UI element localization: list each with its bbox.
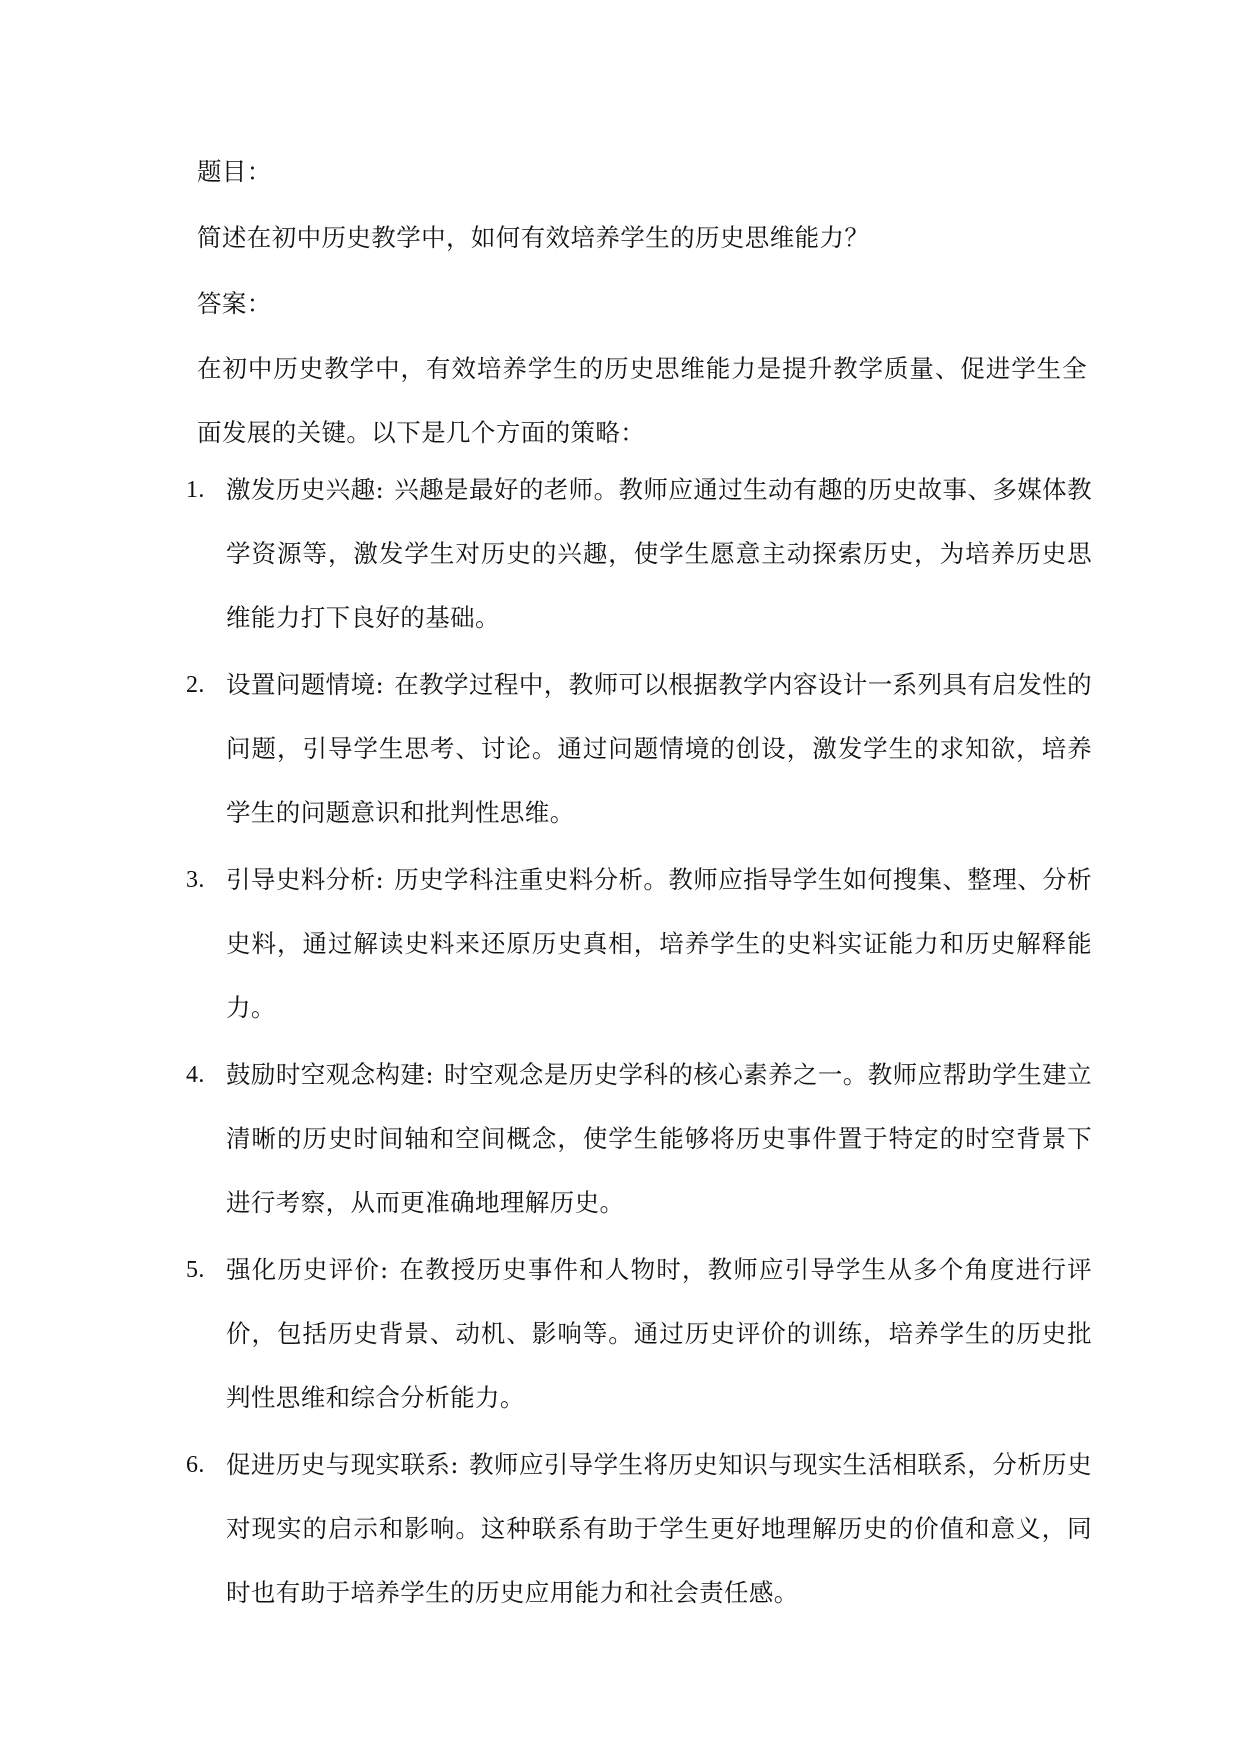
list-item-number: 3. [186,867,205,893]
list-item-number: 2. [186,672,205,698]
list-item-text: 在教学过程中，教师可以根据教学内容设计一系列具有启发性的问题，引导学生思考、讨论。通过问题情境的创设，激发学生的求知欲，培养学生的问题意识和批判性思维。 [226,670,1092,827]
list-item [186,1238,1092,1430]
list-item-title: 促进历史与现实联系: [226,1450,459,1479]
list-item-title: 引导史料分析: [226,865,385,894]
answer-intro: 在初中历史教学中，有效培养学生的历史思维能力是提升教学质量、促进学生全面发展的关键。以下是几个方面的策略： [197,354,1087,447]
list-item-text: 兴趣是最好的老师。教师应通过生动有趣的历史故事、多媒体教学资源等，激发学生对历史的兴趣，使学生愿意主动探索历史，为培养历史思维能力打下良好的基础。 [226,475,1092,632]
answer-label: 答案： [197,289,272,318]
list-item-number: 1. [186,477,205,503]
list-item-number: 4. [186,1062,205,1088]
list-item-text: 在教授历史事件和人物时，教师应引导学生从多个角度进行评价，包括历史背景、动机、影响等。通过历史评价的训练，培养学生的历史批判性思维和综合分析能力。 [226,1255,1092,1412]
list-item-text: 历史学科注重史料分析。教师应指导学生如何搜集、整理、分析史料，通过解读史料来还原历史真相，培养学生的史料实证能力和历史解释能力。 [226,865,1092,1022]
list-item-title: 强化历史评价: [226,1255,389,1284]
list-item [186,458,1092,650]
list-item-number: 5. [186,1257,205,1283]
list-item [186,1043,1092,1235]
document-header [197,139,1092,465]
strategy-list [186,458,1092,1628]
list-item-title: 设置问题情境: [226,670,385,699]
list-item-number: 6. [186,1452,205,1478]
list-item-text: 教师应引导学生将历史知识与现实生活相联系，分析历史对现实的启示和影响。这种联系有助于学生更好地理解历史的价值和意义，同时也有助于培养学生的历史应用能力和社会责任感。 [226,1450,1092,1607]
list-item [186,1433,1092,1625]
list-item [186,653,1092,845]
question-text: 简述在初中历史教学中，如何有效培养学生的历史思维能力？ [197,223,870,252]
question-label: 题目： [197,157,272,186]
list-item-text: 时空观念是历史学科的核心素养之一。教师应帮助学生建立清晰的历史时间轴和空间概念，使学生能够将历史事件置于特定的时空背景下进行考察，从而更准确地理解历史。 [226,1060,1092,1217]
list-item-title: 鼓励时空观念构建: [226,1060,435,1089]
list-item-title: 激发历史兴趣: [226,475,385,504]
list-item [186,848,1092,1040]
